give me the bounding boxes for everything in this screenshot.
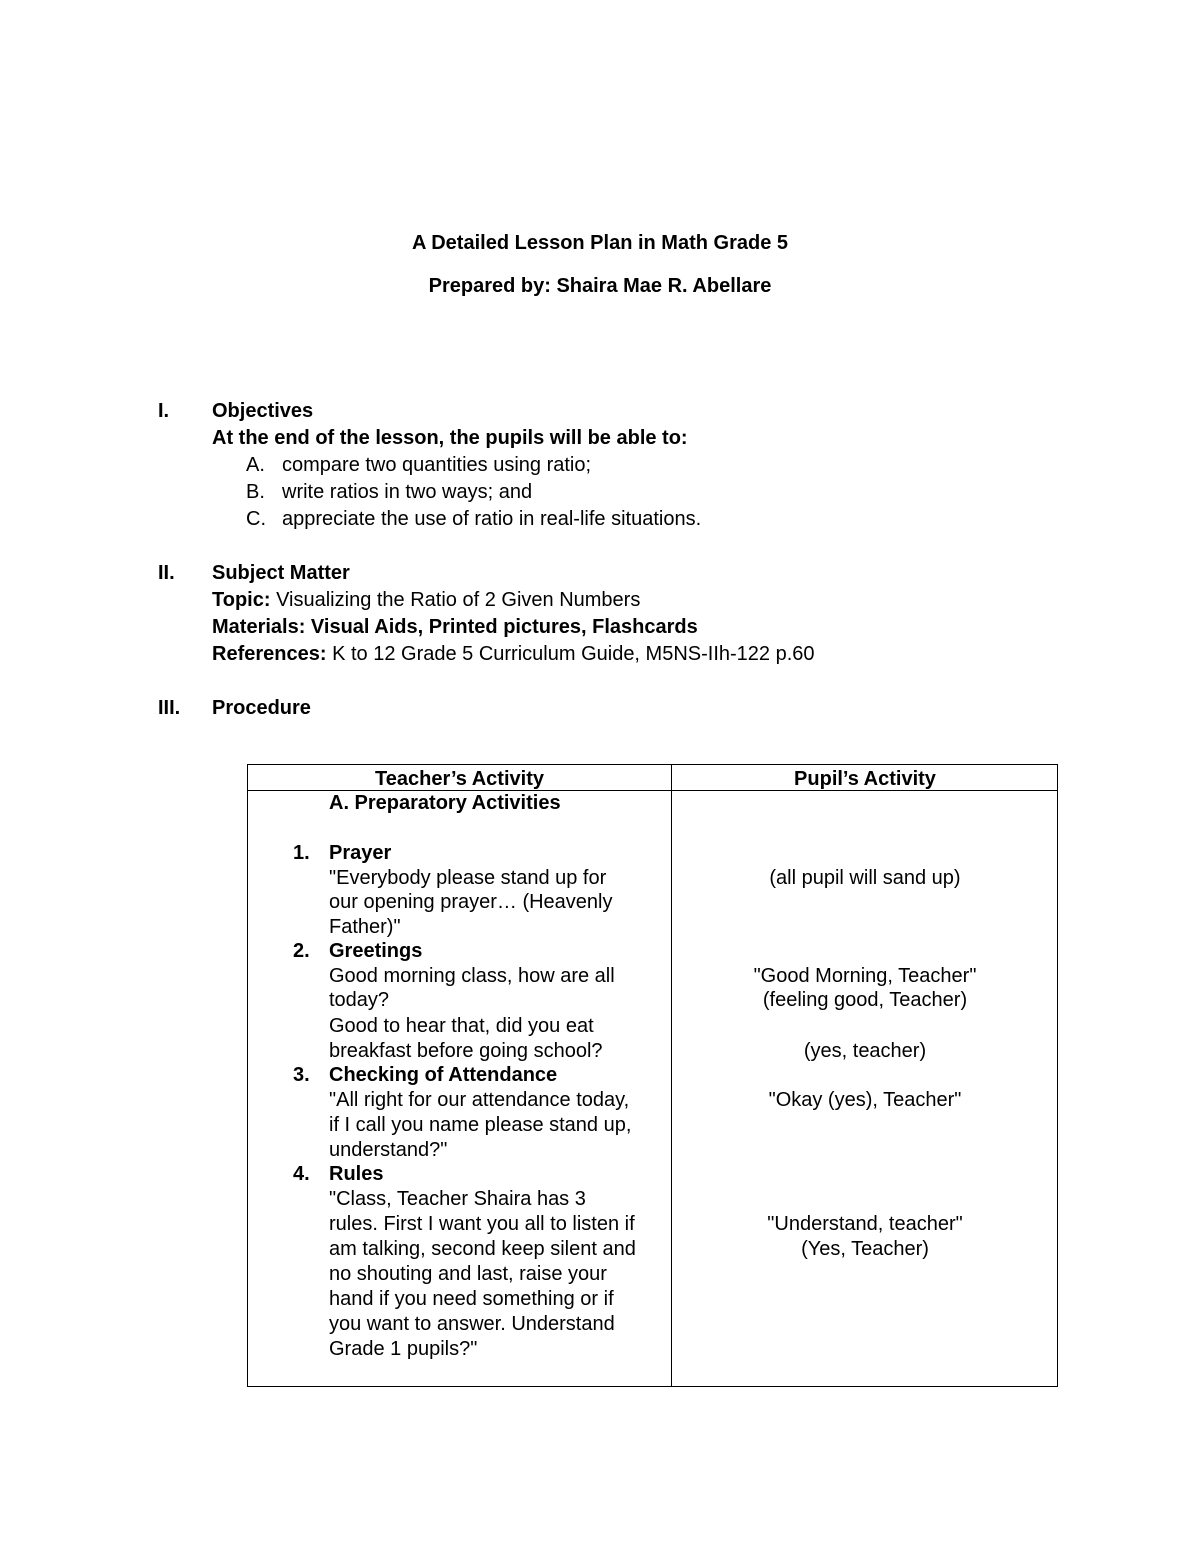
pupil-response: (all pupil will sand up): [769, 867, 961, 889]
pupil-response: (yes, teacher): [803, 1040, 927, 1062]
step-title: Checking of Attendance: [329, 1064, 558, 1086]
objective-item: [212, 506, 1112, 533]
column-header-pupil: Pupil’s Activity: [794, 768, 936, 790]
objective-text: compare two quantities using ratio;: [282, 454, 592, 476]
objective-text: write ratios in two ways; and: [282, 481, 533, 503]
procedure-table: [247, 764, 1058, 1387]
step-number: 1.: [293, 842, 310, 864]
references-label: References:: [212, 643, 327, 665]
pupil-response: "Understand, teacher": [767, 1213, 963, 1235]
section-numeral: II.: [158, 562, 175, 584]
topic-value: Visualizing the Ratio of 2 Given Numbers: [270, 589, 641, 611]
pupil-response: "Okay (yes), Teacher": [768, 1089, 962, 1111]
section-numeral: III.: [158, 697, 181, 719]
step-line: today?: [329, 989, 390, 1011]
step-line: Grade 1 pupils?": [329, 1338, 478, 1360]
pupil-response: (Yes, Teacher): [801, 1238, 929, 1260]
objective-letter: C.: [246, 508, 266, 530]
step-line: hand if you need something or if: [329, 1288, 614, 1310]
step-number: 3.: [293, 1064, 310, 1086]
step-line: "Everybody please stand up for: [329, 867, 607, 889]
step-number: 2.: [293, 940, 310, 962]
objective-letter: A.: [246, 454, 265, 476]
step-line: Good to hear that, did you eat: [329, 1015, 594, 1037]
step-line: understand?": [329, 1139, 448, 1161]
column-divider: [671, 765, 672, 1386]
step-line: if I call you name please stand up,: [329, 1114, 632, 1136]
step-line: am talking, second keep silent and: [329, 1238, 636, 1260]
step-number: 4.: [293, 1163, 310, 1185]
step-line: our opening prayer… (Heavenly: [329, 891, 613, 913]
step-line: Father)": [329, 916, 401, 938]
topic-line: [212, 587, 1112, 614]
objective-item: [212, 479, 1112, 506]
section-numeral: I.: [158, 400, 170, 422]
pupil-response: "Good Morning, Teacher": [753, 965, 977, 987]
document-title: A Detailed Lesson Plan in Math Grade 5: [411, 232, 788, 254]
step-title: Rules: [329, 1163, 384, 1185]
step-line: you want to answer. Understand: [329, 1313, 615, 1335]
column-header-teacher: Teacher’s Activity: [375, 768, 544, 790]
pupil-response: (feeling good, Teacher): [762, 989, 968, 1011]
step-title: Greetings: [329, 940, 423, 962]
step-line: "Class, Teacher Shaira has 3: [329, 1188, 586, 1210]
objective-letter: B.: [246, 481, 265, 503]
references-line: [212, 641, 1112, 668]
step-line: "All right for our attendance today,: [329, 1089, 630, 1111]
preparatory-activities-heading: A. Preparatory Activities: [329, 792, 561, 814]
section-heading: Objectives: [212, 400, 314, 422]
step-line: no shouting and last, raise your: [329, 1263, 607, 1285]
step-title: Prayer: [329, 842, 392, 864]
objectives-intro: At the end of the lesson, the pupils will be able to:: [212, 427, 688, 449]
step-line: breakfast before going school?: [329, 1040, 603, 1062]
section-heading: Procedure: [212, 697, 311, 719]
materials-line: Materials: Visual Aids, Printed pictures, Flashcards: [212, 616, 698, 638]
step-line: Good morning class, how are all: [329, 965, 615, 987]
prepared-by: Prepared by: Shaira Mae R. Abellare: [428, 275, 772, 297]
objective-item: [212, 452, 1112, 479]
objective-text: appreciate the use of ratio in real-life situations.: [282, 508, 702, 530]
topic-label: Topic:: [212, 589, 271, 611]
step-line: rules. First I want you all to listen if: [329, 1213, 635, 1235]
references-value: K to 12 Grade 5 Curriculum Guide, M5NS-IIh-122 p.60: [326, 643, 815, 665]
section-heading: Subject Matter: [212, 562, 350, 584]
